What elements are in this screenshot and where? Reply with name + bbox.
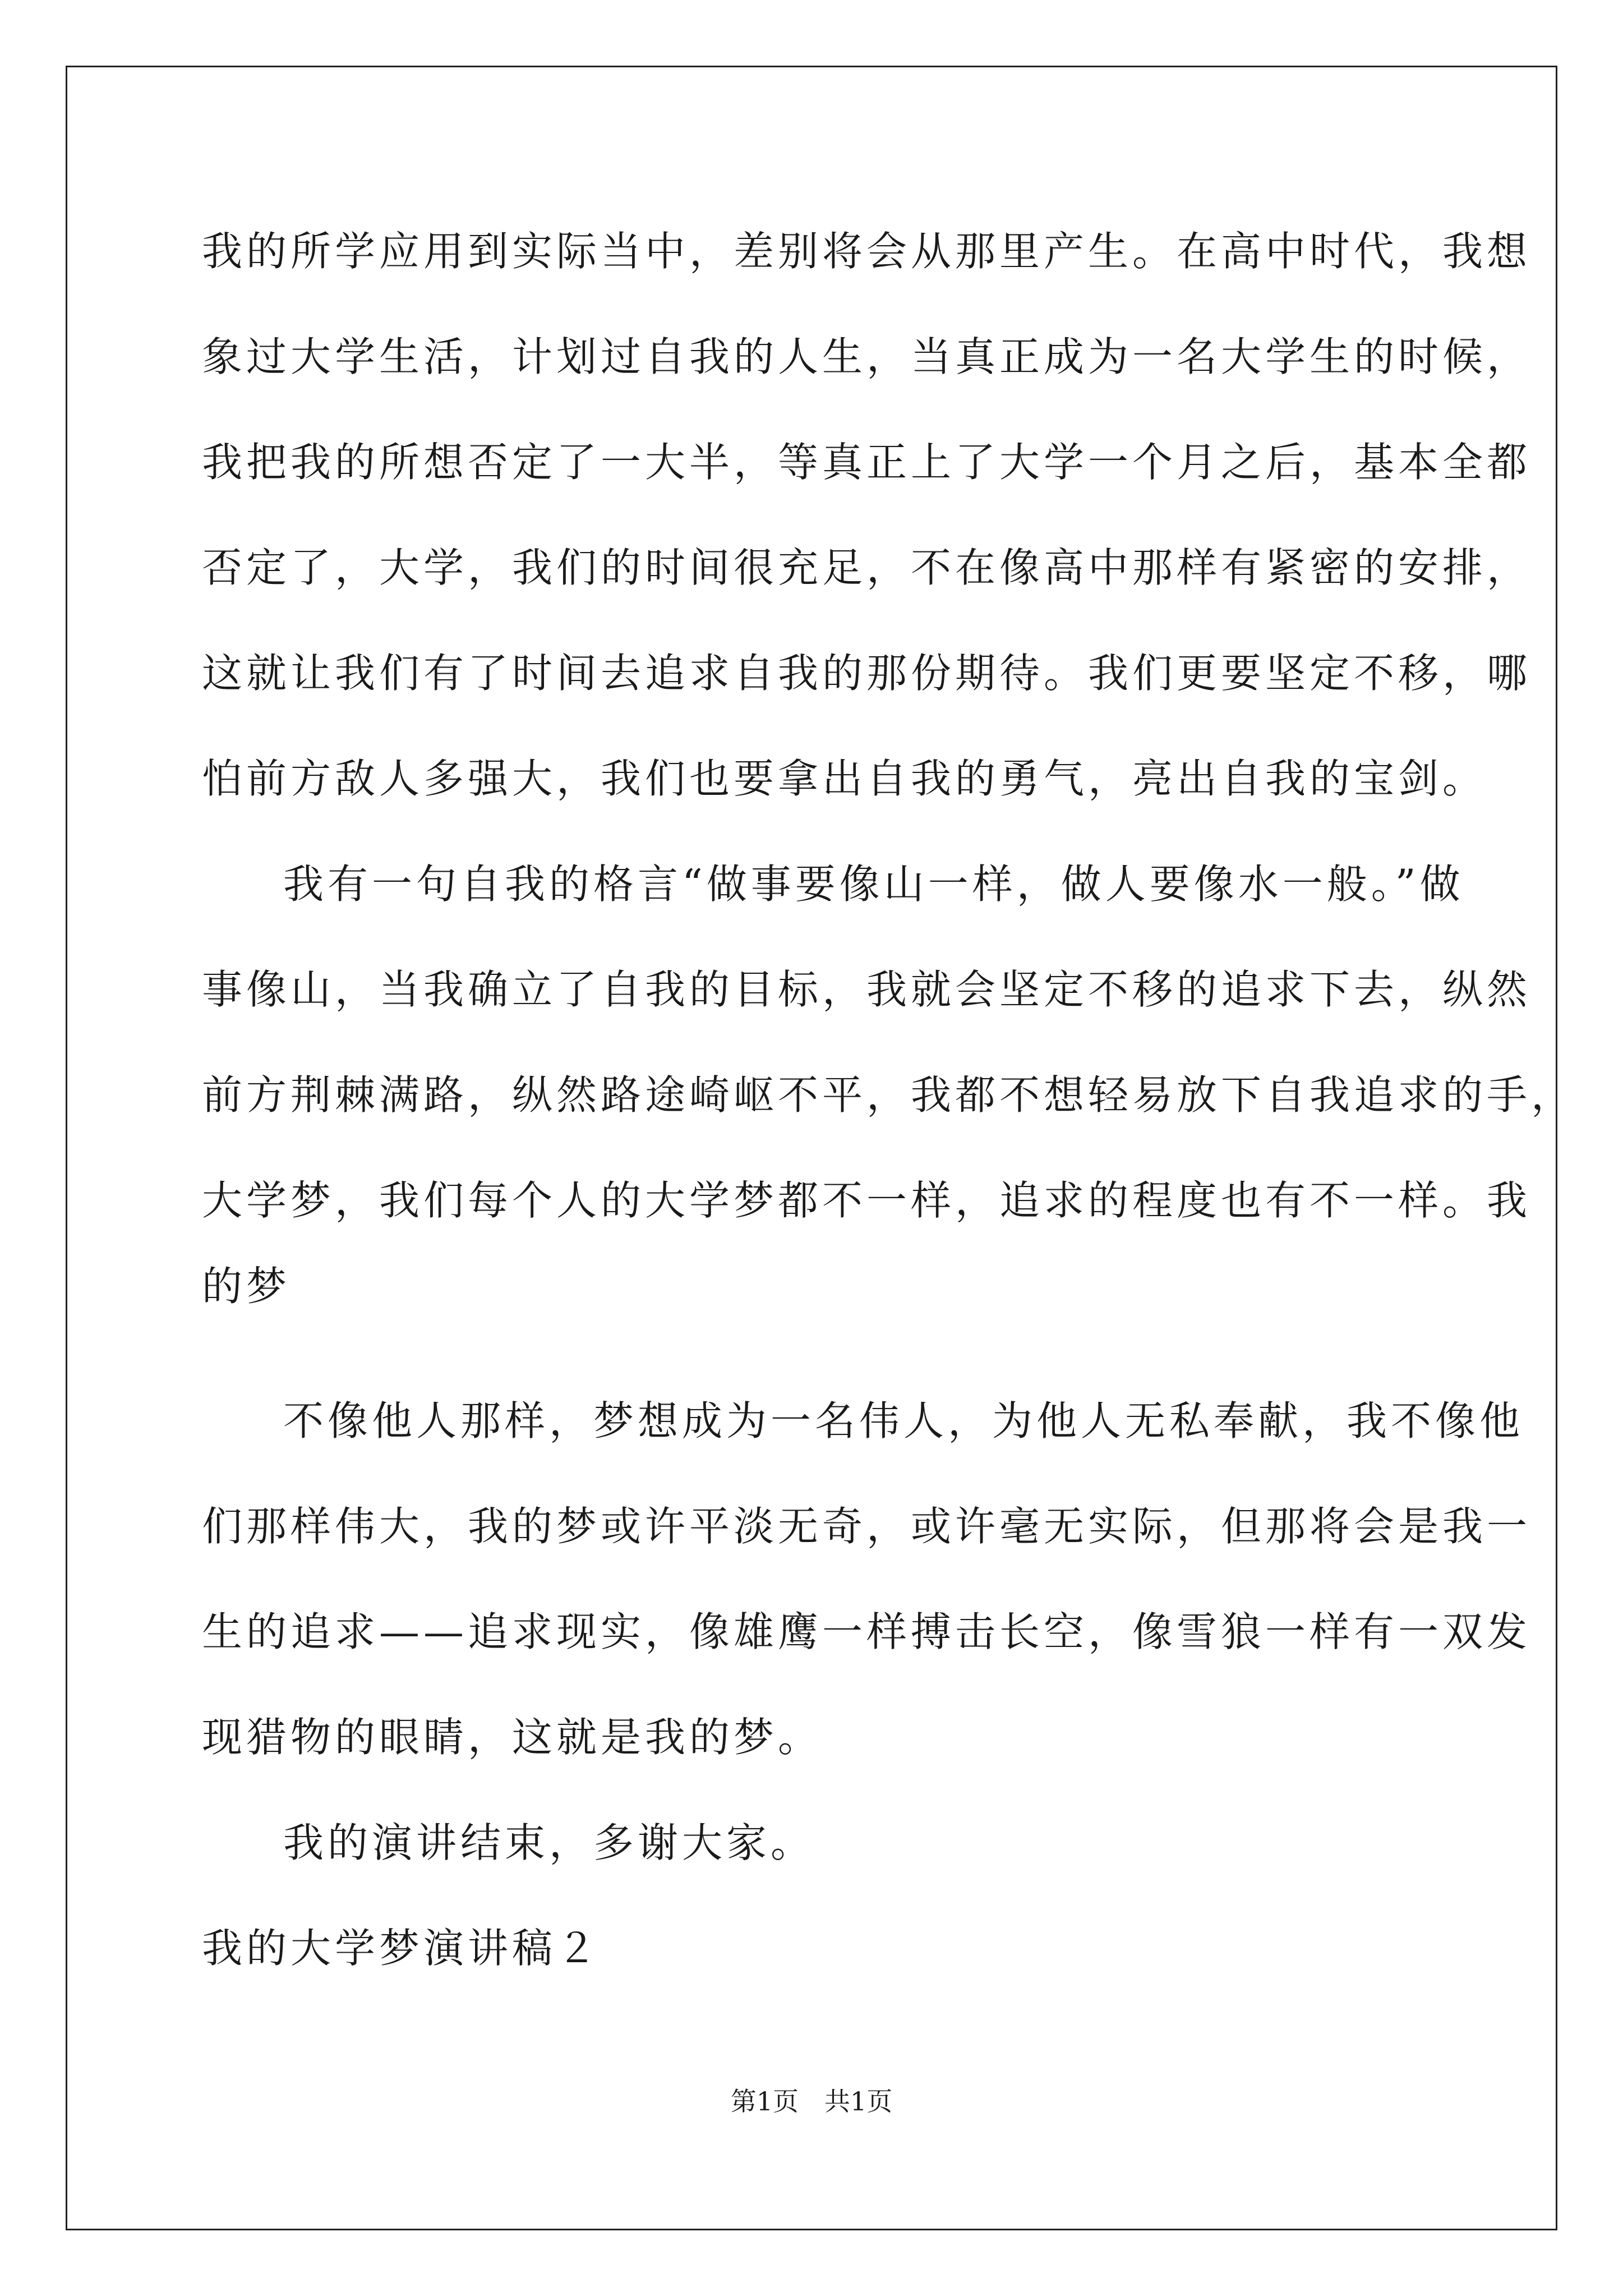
paragraph-line: 的梦 bbox=[202, 1263, 291, 1310]
paragraph-line: 我的演讲结束，多谢大家。 bbox=[283, 1819, 815, 1866]
paragraph-line: 现猎物的眼睛，这就是我的梦。 bbox=[202, 1714, 823, 1761]
paragraph-line: 否定了，大学，我们的时间很充足，不在像高中那样有紧密的安排， bbox=[202, 544, 1532, 591]
page-number-footer: 第1页 共1页 bbox=[730, 2086, 893, 2116]
paragraph-line: 们那样伟大，我的梦或许平淡无奇，或许毫无实际，但那将会是我一 bbox=[202, 1503, 1532, 1550]
paragraph-line: 象过大学生活，计划过自我的人生，当真正成为一名大学生的时候， bbox=[202, 333, 1532, 380]
paragraph-line: 我的所学应用到实际当中，差别将会从那里产生。在高中时代，我想 bbox=[202, 228, 1532, 275]
section-heading: 我的大学梦演讲稿２ bbox=[202, 1925, 601, 1972]
paragraph-line: 我有一句自我的格言“做事要像山一样，做人要像水一般。”做 bbox=[283, 861, 1464, 908]
paragraph-line: 大学梦，我们每个人的大学梦都不一样，追求的程度也有不一样。我 bbox=[202, 1177, 1532, 1224]
paragraph-line: 不像他人那样，梦想成为一名伟人，为他人无私奉献，我不像他 bbox=[283, 1397, 1524, 1444]
page-frame bbox=[66, 66, 1557, 2230]
paragraph-line: 前方荆棘满路，纵然路途崎岖不平，我都不想轻易放下自我追求的手， bbox=[202, 1071, 1576, 1119]
paragraph-line: 这就让我们有了时间去追求自我的那份期待。我们更要坚定不移，哪 bbox=[202, 650, 1532, 697]
paragraph-line: 生的追求——追求现实，像雄鹰一样搏击长空，像雪狼一样有一双发 bbox=[202, 1608, 1532, 1655]
paragraph-line: 事像山，当我确立了自我的目标，我就会坚定不移的追求下去，纵然 bbox=[202, 966, 1532, 1013]
paragraph-line: 我把我的所想否定了一大半，等真正上了大学一个月之后，基本全都 bbox=[202, 439, 1532, 486]
paragraph-line: 怕前方敌人多强大，我们也要拿出自我的勇气，亮出自我的宝剑。 bbox=[202, 755, 1487, 802]
